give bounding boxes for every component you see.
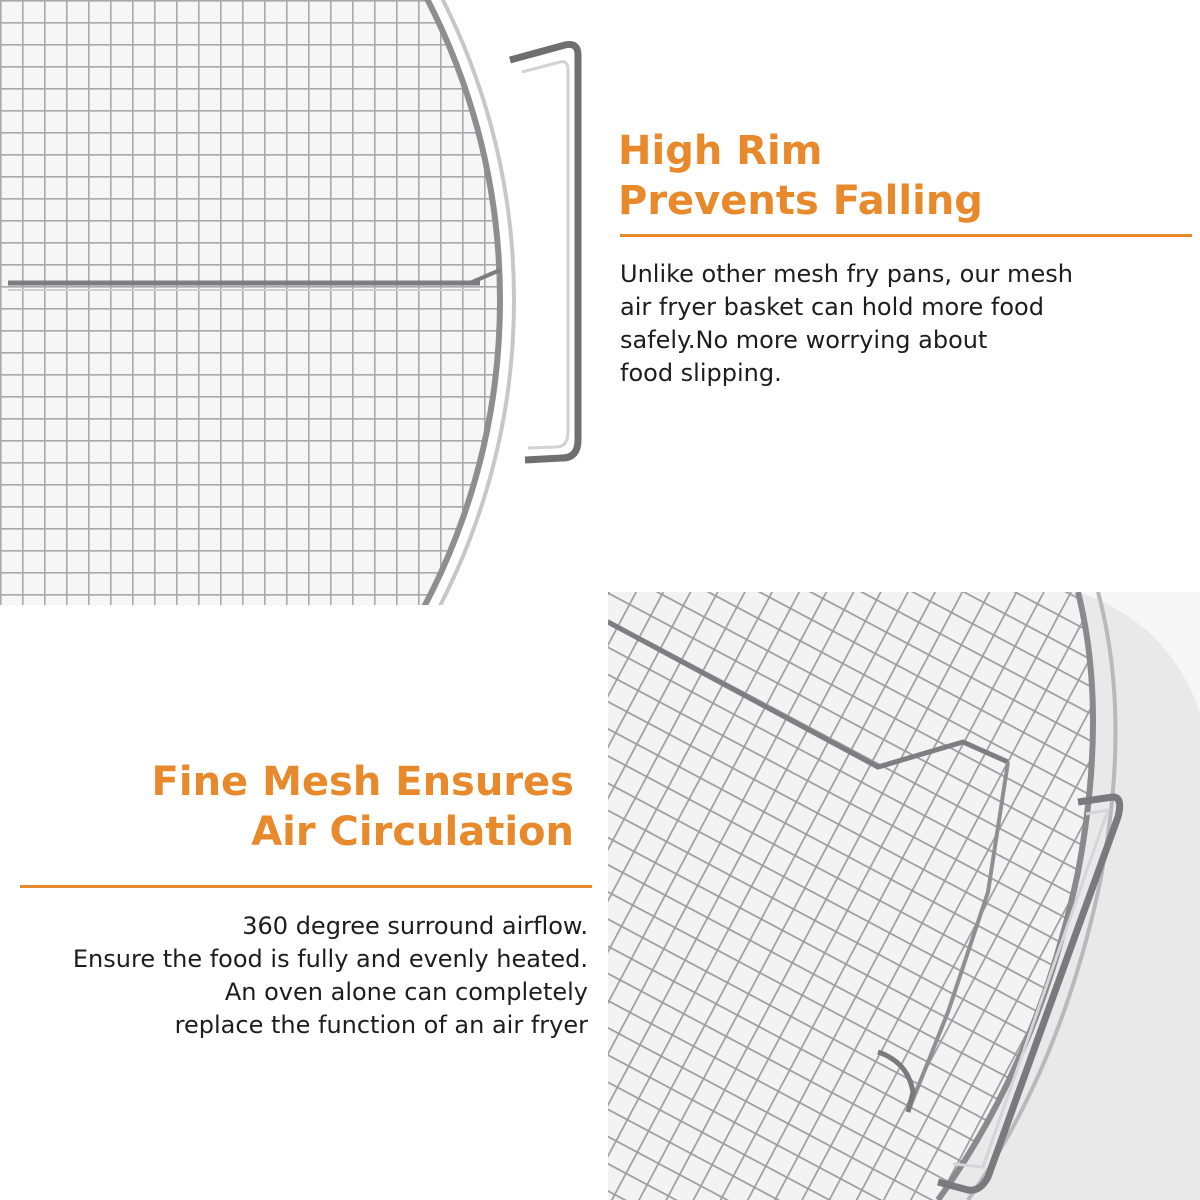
high-rim-divider [620,234,1192,237]
high-rim-description [620,258,1073,390]
mesh-basket-top-photo [0,0,600,605]
high-rim-heading-line-1: High Rim [618,128,823,174]
fine-mesh-heading-line-2: Air Circulation [251,809,574,855]
high-rim-description-line-3: safely.No more worrying about [620,326,988,354]
fine-mesh-description-line-2: Ensure the food is fully and evenly heated. [72,945,588,973]
mesh-basket-bottom-photo [608,592,1200,1200]
mesh-basket-top-illustration [0,0,600,605]
fine-mesh-heading [60,757,574,857]
fine-mesh-heading-line-1: Fine Mesh Ensures [151,759,574,805]
high-rim-description-line-2: air fryer basket can hold more food [620,293,1044,321]
fine-mesh-description [0,910,588,1042]
high-rim-heading-line-2: Prevents Falling [618,178,983,224]
fine-mesh-divider [20,885,592,888]
fine-mesh-description-line-1: 360 degree surround airflow. [242,912,588,940]
fine-mesh-description-line-4: replace the function of an air fryer [174,1011,588,1039]
fine-mesh-description-line-3: An oven alone can completely [224,978,588,1006]
high-rim-heading [618,126,983,226]
high-rim-description-line-1: Unlike other mesh fry pans, our mesh [620,260,1073,288]
high-rim-description-line-4: food slipping. [620,359,782,387]
mesh-basket-bottom-illustration [608,592,1200,1200]
